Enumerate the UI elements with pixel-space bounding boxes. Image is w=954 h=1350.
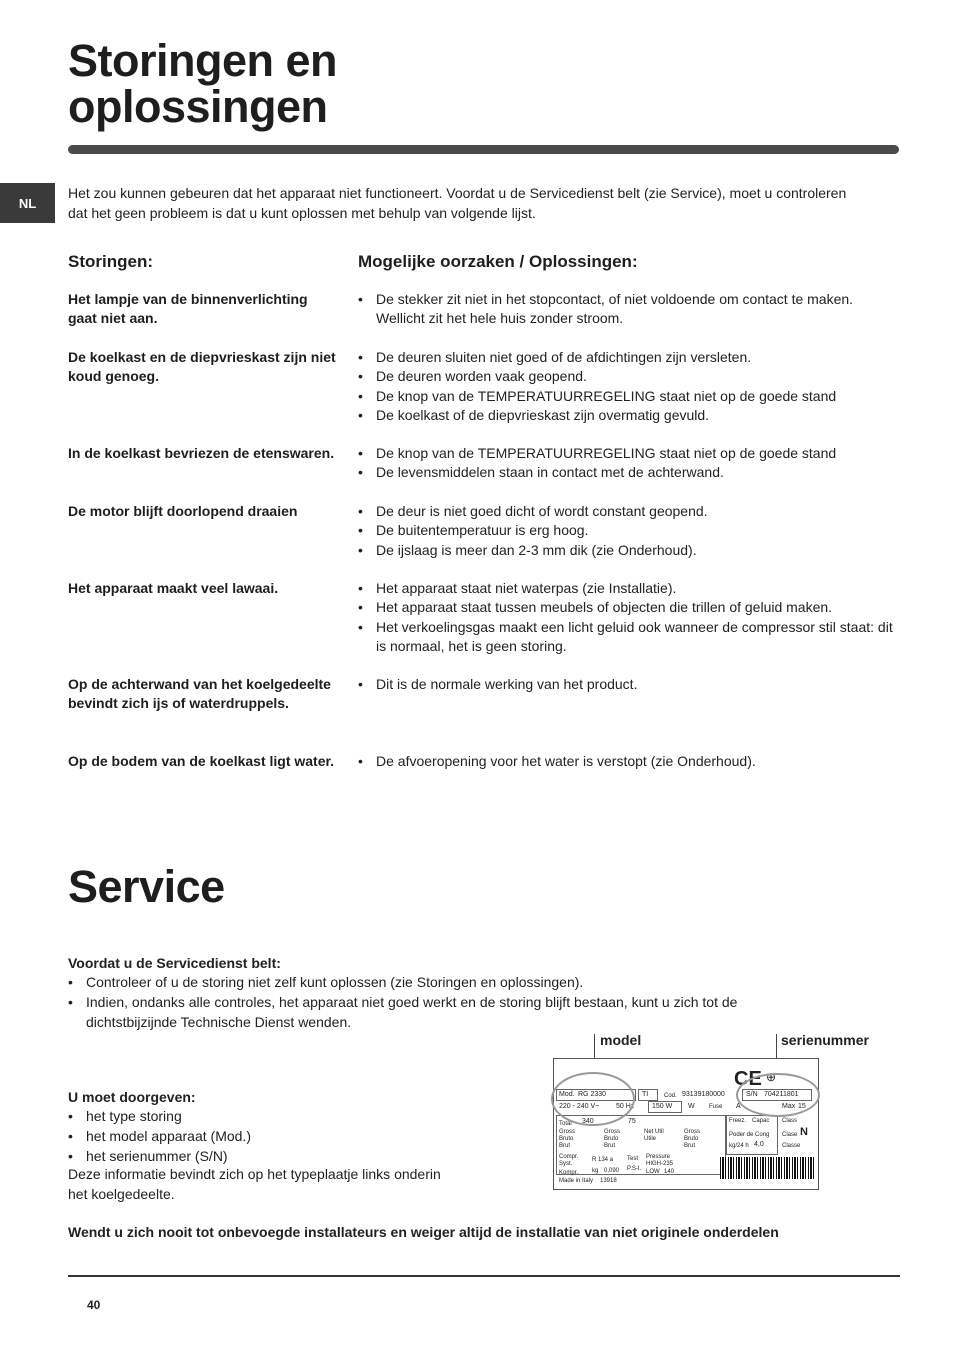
made-code: 13918 — [600, 1178, 617, 1184]
ti-value: TI — [642, 1091, 649, 1098]
solution-item: • De deuren worden vaak geopend. — [358, 367, 898, 386]
gross-label-2: Gross Bruto Brut — [604, 1129, 621, 1149]
provide-heading: U moet doorgeven: — [68, 1089, 196, 1105]
solution-item: • De levensmiddelen staan in contact met de achterwand. — [358, 463, 898, 482]
label-serial: serienummer — [781, 1032, 869, 1048]
cod-value: 93139180000 — [682, 1091, 725, 1098]
solution-item: • Het apparaat staat niet waterpas (zie Installatie). — [358, 579, 898, 598]
class-label: Class — [782, 1118, 798, 1124]
solution-item: • Het verkoelingsgas maakt een licht geluid ook wanneer de compressor stil staat: dit is normaal, het is geen storing. — [358, 618, 898, 657]
sn-label: S/N — [746, 1091, 758, 1098]
problem-5: Het apparaat maakt veel lawaai. — [68, 580, 279, 596]
fuse-label: Fuse — [709, 1104, 723, 1110]
net-label: Net Util Utile — [644, 1129, 664, 1142]
cod-label: Cod. — [664, 1093, 677, 1099]
serial-highlight-oval — [736, 1070, 820, 1117]
page-title-line1: Storingen en — [68, 35, 338, 86]
model-highlight-oval — [551, 1072, 635, 1126]
solution-item: • De afvoeropening voor het water is verstopt (zie Onderhoud). — [358, 752, 898, 771]
poder-label: Poder de Cong — [729, 1132, 770, 1138]
warning-text: Wendt u zich nooit tot onbevoegde installateurs en weiger altijd de installatie van niet originele onderdelen — [68, 1224, 779, 1240]
kg-label: kg — [592, 1168, 599, 1174]
before-call-heading: Voordat u de Servicedienst belt: — [68, 955, 281, 971]
ce-mark: CE — [734, 1068, 762, 1090]
provide-note: Deze informatie bevindt zich op het typeplaatje links onderin het koelgedeelte. — [68, 1166, 441, 1202]
pressure-high: HIGH-235 — [646, 1161, 674, 1167]
gross-label-3: Gross Bruto Brut — [684, 1129, 701, 1149]
gas-amount: 0,090 — [604, 1168, 620, 1174]
clase-label: Clase — [782, 1132, 798, 1138]
sn-value: 704211801 — [764, 1091, 799, 1098]
recycle-icon: ⊕ — [766, 1070, 777, 1084]
list-item: • Indien, ondanks alle controles, het apparaat niet goed werkt en de storing blijft bestaan, kunt u zich tot de dichtstbijzijnde Technische Dienst wenden. — [68, 992, 828, 1032]
solution-list-2 — [358, 348, 898, 425]
footer-divider — [68, 1275, 900, 1277]
max-label: Max — [782, 1103, 796, 1110]
mod-value: RG 2330 — [578, 1091, 607, 1098]
kompr-label: Kompr. — [559, 1170, 579, 1176]
rating-plate — [553, 1058, 819, 1190]
solution-item: • De deuren sluiten niet goed of de afdichtingen zijn versleten. — [358, 348, 898, 367]
problems-heading: Storingen: — [68, 252, 153, 271]
solution-item: • De knop van de TEMPERATUURREGELING staat niet op de goede stand — [358, 387, 898, 406]
list-item: • het serienummer (S/N) — [68, 1146, 428, 1166]
solution-item: • Dit is de normale werking van het product. — [358, 675, 898, 694]
problem-6: Op de achterwand van het koelgedeelte bevindt zich ijs of waterdruppels. — [68, 676, 331, 711]
page-title-line2: oplossingen — [68, 81, 328, 132]
solution-list-6 — [358, 675, 898, 694]
solution-item: • Het apparaat staat tussen meubels of objecten die trillen of geluid maken. — [358, 598, 898, 617]
total-value-2: 75 — [628, 1118, 636, 1125]
list-item: • het type storing — [68, 1106, 428, 1126]
list-item: • het model apparaat (Mod.) — [68, 1126, 428, 1146]
solution-list-4 — [358, 502, 898, 560]
problem-7: Op de bodem van de koelkast ligt water. — [68, 753, 335, 769]
solution-list-7 — [358, 752, 898, 771]
language-tab: NL — [0, 183, 55, 223]
solution-item: • De knop van de TEMPERATUURREGELING staat niet op de goede stand — [358, 444, 898, 463]
solution-item: • De ijslaag is meer dan 2-3 mm dik (zie Onderhoud). — [358, 541, 898, 560]
problem-4: De motor blijft doorlopend draaien — [68, 503, 298, 519]
label-model: model — [600, 1032, 642, 1048]
solution-item: • De buitentemperatuur is erg hoog. — [358, 521, 898, 540]
solution-item: • De deur is niet goed dicht of wordt constant geopend. — [358, 502, 898, 521]
kg24h-label: kg/24 h — [729, 1143, 749, 1149]
compr-label: Compr. Syst. — [559, 1154, 579, 1167]
pressure-label: Pressure — [646, 1154, 671, 1160]
barcode-image — [720, 1157, 814, 1179]
pressure-low-value: 140 — [664, 1169, 675, 1175]
voltage: 220 - 240 V~ — [559, 1103, 600, 1110]
capac-label: Capac — [752, 1118, 770, 1124]
solution-list-3 — [358, 444, 898, 483]
pressure-low-label: LOW — [646, 1169, 660, 1175]
service-title: Service — [68, 861, 225, 912]
provide-list — [68, 1106, 428, 1166]
amp-label: A — [736, 1103, 741, 1110]
total-value: 340 — [582, 1118, 594, 1125]
kg24h-value: 4,0 — [754, 1141, 764, 1148]
intro-text: Het zou kunnen gebeuren dat het apparaat niet functioneert. Voordat u de Servicedienst belt (zie Service), moet u controleren dat het geen probleem is dat u kunt oplossen met behulp van volgende lijst. — [68, 185, 847, 221]
solution-list-1 — [358, 290, 898, 329]
problem-2: De koelkast en de diepvrieskast zijn niet koud genoeg. — [68, 349, 336, 384]
lamp-w-label: W — [688, 1103, 695, 1110]
mod-label: Mod. — [559, 1091, 575, 1098]
total-label: Total — [559, 1121, 572, 1127]
classe-label: Classe — [782, 1143, 801, 1149]
max-value: 15 — [798, 1103, 806, 1110]
made-in: Made in Italy — [559, 1178, 594, 1184]
freez-label: Freez. — [729, 1118, 747, 1124]
gross-label: Gross Bruto Brut — [559, 1129, 576, 1149]
clase-value: N — [800, 1126, 808, 1138]
solution-list-5 — [358, 579, 898, 656]
page-number: 40 — [87, 1298, 101, 1312]
before-call-list — [68, 972, 828, 1032]
problem-1: Het lampje van de binnenverlichting gaat niet aan. — [68, 291, 308, 326]
test-label: Test — [627, 1156, 639, 1162]
psi-label: P.S-I. — [627, 1166, 642, 1172]
frequency: 50 Hz — [616, 1103, 635, 1110]
solutions-heading: Mogelijke oorzaken / Oplossingen: — [358, 252, 638, 271]
list-item: • Controleer of u de storing niet zelf kunt oplossen (zie Storingen en oplossingen). — [68, 972, 828, 992]
refrigerant: R 134 a — [592, 1157, 614, 1163]
solution-item: • De stekker zit niet in het stopcontact, of niet voldoende om contact te maken. Wellicht zit het hele huis zonder stroom. — [358, 290, 898, 329]
solution-item: • De koelkast of de diepvrieskast zijn overmatig gevuld. — [358, 406, 898, 425]
problem-3: In de koelkast bevriezen de etenswaren. — [68, 445, 335, 461]
power: 150 W — [652, 1103, 673, 1110]
title-divider — [68, 145, 899, 154]
